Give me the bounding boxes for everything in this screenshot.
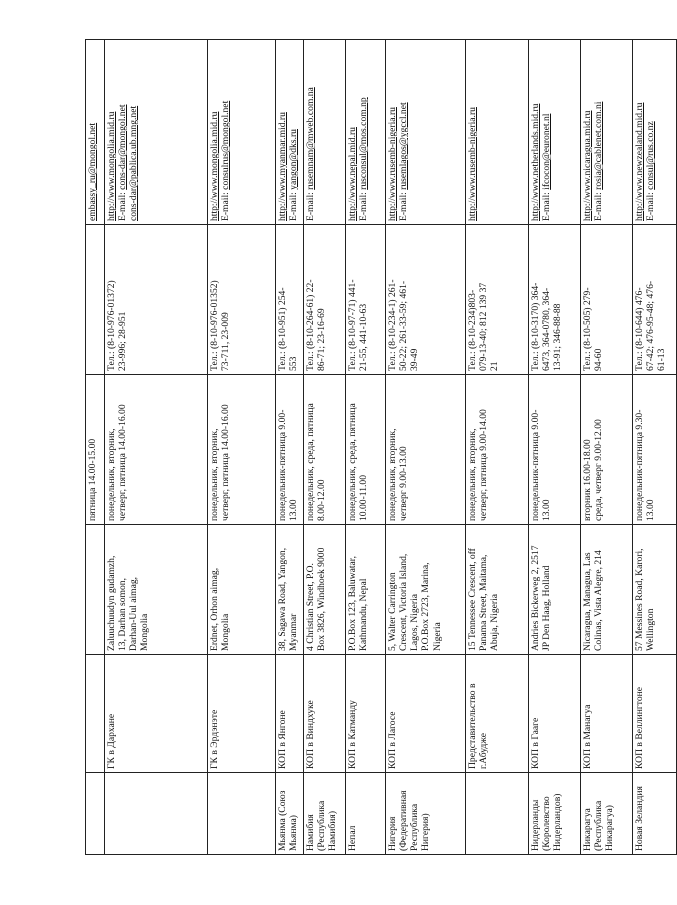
table-body <box>86 40 677 855</box>
cell-country-text: Новая Зеландия <box>634 786 645 851</box>
cell-phone-text: Тел.: (8-10-951) 254- 553 <box>277 287 300 371</box>
email-link[interactable]: consulrus@mongol.net <box>220 100 232 190</box>
cell-hours-text: понедельник, вторник, четверг 9.00-13.00 <box>387 428 410 521</box>
cell-phone-text: Тел.: (8-10-3170) 364- 6473, 364-0780, 364- 13-91; 346-88-88 <box>530 282 564 371</box>
cell-hours <box>346 375 386 525</box>
cell-country-text: Мьянма (Союз Мьянма) <box>277 790 300 851</box>
email-line <box>220 43 231 221</box>
table-row <box>105 40 208 855</box>
email-line <box>305 43 316 221</box>
cell-country <box>86 773 105 855</box>
cell-office-text: Представительство в г.Абудже <box>467 683 490 769</box>
cell-hours-text: вторник 16.00-18.00 среда, четверг 9.00-12.00 <box>582 419 605 521</box>
cell-web[interactable] <box>105 40 208 225</box>
table-row <box>304 40 346 855</box>
cell-country-text: Нигерия (Федеративная Республика Нигерия) <box>387 790 432 851</box>
cell-web[interactable] <box>529 40 581 225</box>
cell-hours-text: понедельник, вторник, четверг, пятница 9.00-14.00 <box>467 409 490 521</box>
rotated-page-content <box>85 40 668 855</box>
cell-address-text: 4 Christian Street, P.O. Box 3826, Windhoek 9000 <box>305 547 328 651</box>
email-link[interactable]: embassy_ru@mongol.net <box>87 122 98 221</box>
cell-office <box>304 655 346 773</box>
cell-office-text: ГК в Дархане <box>106 713 117 769</box>
cell-phone <box>276 225 304 375</box>
cell-hours <box>208 375 276 525</box>
cell-phone-text: Тел.: (8-10-234)803- 079-13-40; 812 139 37 21 <box>467 282 501 371</box>
cell-address-text: 15 Tennessee Crescent, off Panama Street, Maitama, Abuja, Nigeria <box>467 548 501 651</box>
cell-phone <box>346 225 386 375</box>
email-label: E-mail: <box>288 192 300 221</box>
cell-hours <box>633 375 677 525</box>
cell-office-text: ГК в Эрдэнэте <box>209 709 220 769</box>
cell-address <box>581 525 633 655</box>
cell-hours <box>581 375 633 525</box>
website-link[interactable]: http://www.myanmar.mid.ru <box>277 112 288 221</box>
table-row <box>346 40 386 855</box>
table-row-continuation <box>86 40 105 855</box>
email-line <box>398 43 409 221</box>
cell-hours <box>386 375 466 525</box>
cell-address-text: P.O.Box 123, Baluwatar, Kathmandu, Nepal <box>347 555 370 651</box>
cell-hours <box>304 375 346 525</box>
table-row <box>466 40 529 855</box>
email-link[interactable]: yangon@dks.ru <box>288 129 300 190</box>
cell-phone-text: Тел.: (8-10-505) 279- 94-60 <box>582 287 605 371</box>
cell-address-text: Nicaragua, Managua, Las Colinas, Vista Alegre, 214 <box>582 550 605 651</box>
email-label: E-mail: <box>645 192 657 221</box>
email-label: E-mail: <box>305 192 316 221</box>
cell-web[interactable] <box>633 40 677 225</box>
email-label: E-mail: <box>541 192 553 221</box>
cell-web[interactable] <box>304 40 346 225</box>
cell-web[interactable] <box>86 40 105 225</box>
cell-country <box>529 773 581 855</box>
cell-phone-text: Тел.: (8-10-97-71) 441- 21-55, 441-10-63 <box>347 279 370 371</box>
cell-address <box>208 525 276 655</box>
cell-office <box>581 655 633 773</box>
cell-office-text: КОП в Веллингтоне <box>634 686 645 769</box>
cell-country-text: Намибия (Республика Намибия) <box>305 800 339 851</box>
email-link[interactable]: consul@rus.co.nz <box>645 121 657 190</box>
cell-office <box>633 655 677 773</box>
cell-office <box>529 655 581 773</box>
cell-phone-text: Тел.: (8-10-234-1) 261- 50-22; 261-33-59; 461- 39-49 <box>387 279 421 371</box>
cell-office <box>105 655 208 773</box>
email-link[interactable]: cons-dar@mongol.net cons-dar@pablica.ub.mng.net <box>117 104 140 221</box>
cell-address <box>105 525 208 655</box>
email-link[interactable]: rosia@cablenet.com.ni <box>593 101 605 190</box>
cell-phone <box>466 225 529 375</box>
cell-phone-text: Тел.: (8-10-264-61) 22- 86-71; 23-16-69 <box>305 279 328 371</box>
cell-phone <box>208 225 276 375</box>
cell-address <box>86 525 105 655</box>
cell-address <box>386 525 466 655</box>
cell-web[interactable] <box>386 40 466 225</box>
table-row <box>529 40 581 855</box>
cell-office-text: КОП в Янгоне <box>277 710 288 769</box>
cell-hours: пятница 14.00-15.00 <box>86 375 105 525</box>
cell-address-text: Zaluuchuudyn gudamzh, 13, Darhan somon, Darhan-Uul aimag, Mongolia <box>106 555 151 651</box>
cell-office-text: КОП в Манагуа <box>582 704 593 769</box>
cell-country-text: Никарагуа (Республика Никарагуа) <box>582 800 616 851</box>
cell-web[interactable] <box>581 40 633 225</box>
email-label: E-mail: <box>358 192 370 221</box>
cell-web[interactable] <box>276 40 304 225</box>
cell-phone <box>105 225 208 375</box>
email-line <box>541 43 552 221</box>
website-link[interactable]: http://www.nepal.mid.ru <box>347 127 358 221</box>
cell-hours-text: понедельник, среда, пятница 8.00-12.00 <box>305 403 328 521</box>
cell-country <box>105 773 208 855</box>
cell-address <box>466 525 529 655</box>
email-line <box>358 43 369 221</box>
cell-web[interactable] <box>466 40 529 225</box>
table-row <box>386 40 466 855</box>
email-link[interactable]: rusemlagos@ygccl.net <box>398 102 410 190</box>
table-row <box>633 40 677 855</box>
table-row <box>276 40 304 855</box>
cell-office-text: КОП в Виндхуке <box>305 700 316 769</box>
table-row <box>581 40 633 855</box>
cell-address <box>276 525 304 655</box>
cell-office-text: КОП в Катманду <box>347 700 358 769</box>
cell-country <box>346 773 386 855</box>
website-link[interactable]: http://www.rusemb-nigeria.ru <box>387 107 398 221</box>
website-link[interactable]: http://www.mongolia.mid.ru <box>209 111 220 221</box>
cell-hours-text: понедельник-пятница 9.00- 13.00 <box>530 409 553 521</box>
email-line <box>593 43 604 221</box>
email-label: E-mail: <box>220 192 232 221</box>
cell-hours <box>529 375 581 525</box>
cell-hours-text: понедельник, вторник, четверг, пятница 14.00-16.00 <box>209 404 232 521</box>
cell-web[interactable] <box>208 40 276 225</box>
cell-address-text: Erdnet, Orhon aimag, Mongolia <box>209 567 232 651</box>
cell-country <box>386 773 466 855</box>
cell-address <box>529 525 581 655</box>
cell-hours <box>276 375 304 525</box>
cell-country <box>276 773 304 855</box>
cell-hours-text: понедельник, среда, пятница 10.00-11.00 <box>347 403 370 521</box>
cell-office <box>466 655 529 773</box>
cell-country-text: Нидерланды (Королевство Нидерландов) <box>530 793 564 851</box>
email-line <box>117 43 139 221</box>
cell-address-text: 57 Messines Road, Karori, Wellington <box>634 548 657 651</box>
cell-office <box>346 655 386 773</box>
cell-office <box>386 655 466 773</box>
cell-country <box>581 773 633 855</box>
cell-address <box>633 525 677 655</box>
cell-office <box>208 655 276 773</box>
cell-phone-text: Тел.: (8-10-644) 476- 67-42; 476-95-48; 476- 61-13 <box>634 280 668 371</box>
email-line <box>288 43 299 221</box>
email-label: E-mail: <box>593 192 605 221</box>
cell-phone <box>86 225 105 375</box>
cell-web[interactable] <box>346 40 386 225</box>
email-link[interactable]: rusconsul@mos.com.np <box>358 97 370 190</box>
website-link[interactable]: http://www.rusemb-nigeria.ru <box>467 107 478 221</box>
cell-office-text: КОП в Лагосе <box>387 711 398 769</box>
table-row <box>208 40 276 855</box>
cell-phone <box>529 225 581 375</box>
consulates-table <box>85 39 677 855</box>
cell-country-text: Непал <box>347 825 358 851</box>
cell-office-text: КОП в Гааге <box>530 717 541 769</box>
cell-hours-text: понедельник, вторник, четверг, пятница 14.00-16.00 <box>106 404 129 521</box>
cell-country <box>304 773 346 855</box>
cell-address <box>346 525 386 655</box>
cell-phone <box>633 225 677 375</box>
email-link[interactable]: rusemnam@mweb.com.na <box>305 87 316 190</box>
cell-office <box>86 655 105 773</box>
cell-office <box>276 655 304 773</box>
cell-hours <box>105 375 208 525</box>
cell-country <box>466 773 529 855</box>
cell-address-text: 5, Walter Carrington Crescent, Victoria Island, Lagos, Nigeria P.O.Box 2723, Marina, Nigeria <box>387 553 443 651</box>
cell-hours-text: понедельник-пятница 9.00- 13.00 <box>277 409 300 521</box>
cell-hours-text: понедельник-пятница 9.30- 13.00 <box>634 409 657 521</box>
cell-phone <box>304 225 346 375</box>
website-link[interactable]: http://www.newzealand.mid.ru <box>634 102 645 221</box>
email-label: E-mail: <box>398 192 410 221</box>
cell-phone-text: Тел.: (8-10-976-01372) 23-996; 28-951 <box>106 280 129 371</box>
email-label: E-mail: <box>117 192 129 221</box>
cell-country <box>208 773 276 855</box>
cell-address <box>304 525 346 655</box>
cell-phone-text: Тел.: (8-10-976-01352) 73-711, 23-009 <box>209 280 232 371</box>
cell-phone <box>581 225 633 375</box>
website-link[interactable]: http://www.netherlands.mid.ru <box>530 103 541 221</box>
cell-country <box>633 773 677 855</box>
email-line <box>645 43 656 221</box>
website-link[interactable]: http://www.nicaragua.mid.ru <box>582 110 593 221</box>
cell-address-text: 38, Sagawa Road, Yangon, Myanmar <box>277 547 300 651</box>
website-link[interactable]: http://www.mongolia.mid.ru <box>106 111 117 221</box>
cell-hours <box>466 375 529 525</box>
email-link[interactable]: ifcocon@euronet.nl <box>541 113 553 190</box>
cell-phone <box>386 225 466 375</box>
cell-address-text: Andries Bickerweg 2, 2517 JP Den Haag, Holland <box>530 545 553 651</box>
